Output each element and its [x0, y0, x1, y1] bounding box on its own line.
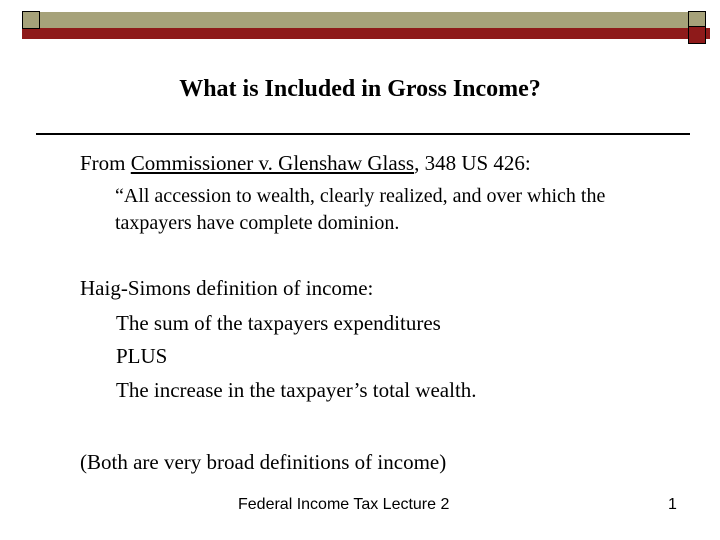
- header-red-bar: [22, 28, 710, 39]
- header-olive-bar: [22, 12, 688, 28]
- header-left-square-icon: [22, 11, 40, 29]
- case-name: Commissioner v. Glenshaw Glass: [130, 151, 415, 175]
- haig-simons-line-1: The sum of the taxpayers expenditures: [116, 311, 441, 335]
- citation-line: [80, 149, 531, 177]
- quote-line-1: “All accession to wealth, clearly realized, and over which the: [115, 185, 606, 207]
- footer-text: Federal Income Tax Lecture 2: [238, 496, 450, 513]
- page-number: 1: [668, 496, 677, 513]
- closing-remark: (Both are very broad definitions of income): [80, 450, 447, 474]
- title-divider: [36, 133, 690, 135]
- citation-prefix: From: [80, 151, 131, 175]
- citation-suffix: , 348 US 426:: [414, 151, 531, 175]
- haig-simons-line-3: The increase in the taxpayer’s total wealth.: [116, 378, 477, 402]
- haig-simons-line-2: PLUS: [116, 344, 168, 368]
- header-right-lower-square-icon: [688, 26, 706, 44]
- slide-title: What is Included in Gross Income?: [179, 76, 541, 102]
- haig-simons-heading: Haig-Simons definition of income:: [80, 276, 374, 300]
- quote-line-2: taxpayers have complete dominion.: [115, 212, 400, 234]
